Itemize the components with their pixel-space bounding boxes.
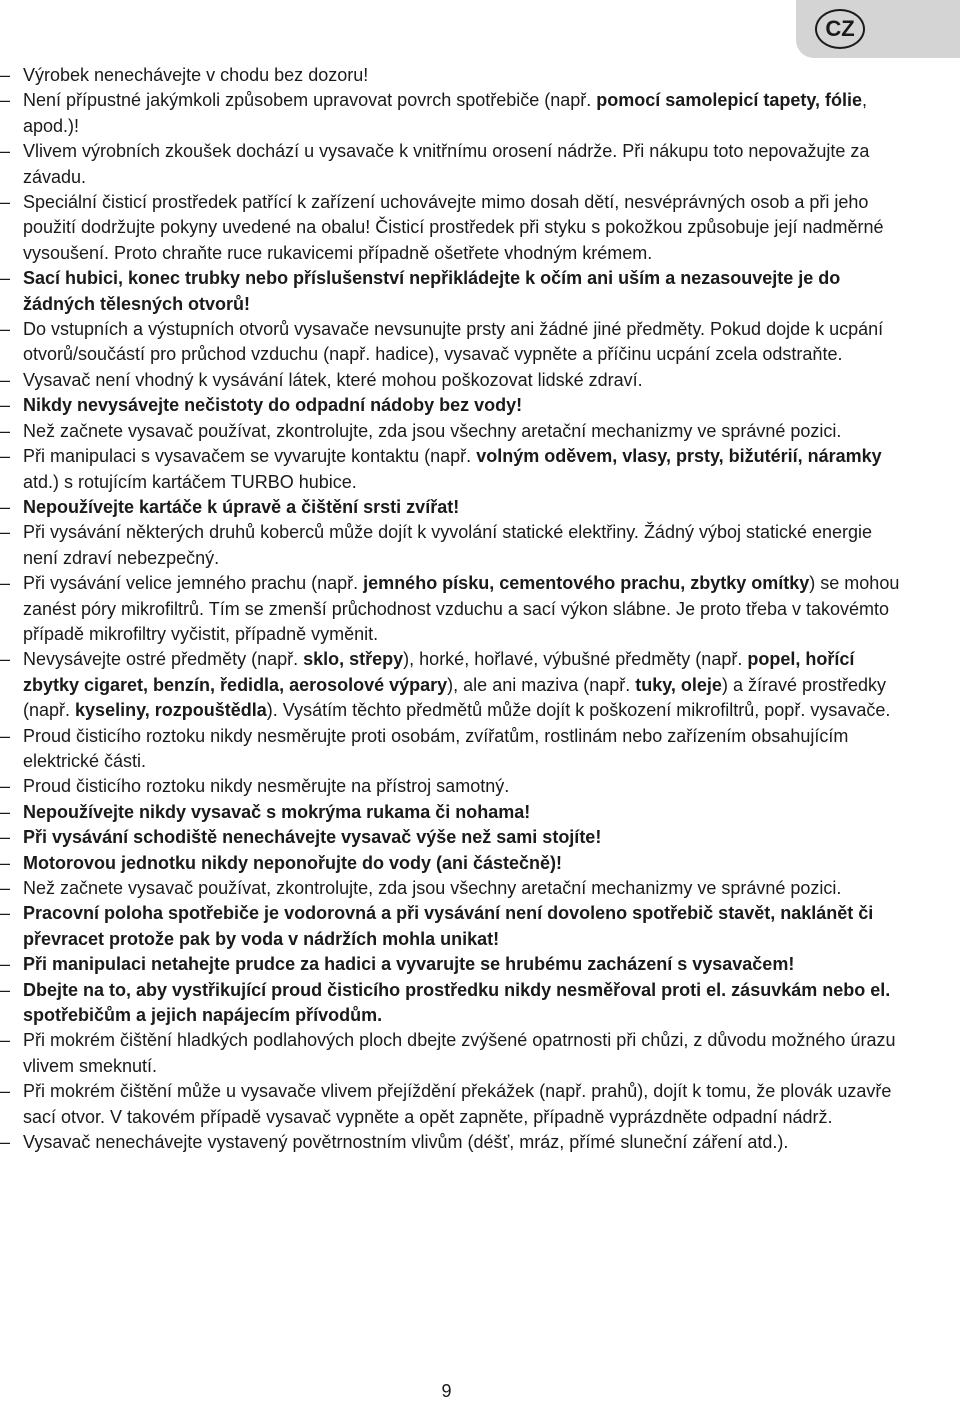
list-item bbox=[0, 317, 905, 368]
text: ). Vysátím těchto předmětů může dojít k poškození mikrofiltrů, popř. vysavače. bbox=[266, 700, 891, 721]
dash-bullet: – bbox=[0, 268, 11, 289]
text: Do vstupních a výstupních otvorů vysavače nevsunujte prsty ani žádné jiné předměty. Pokud dojde k ucpání otvorů/součástí pro průchod vzduchu (např. hadice), vysavač vypněte a příčinu ucpání zcela odstraňte. bbox=[23, 319, 884, 365]
text: Proud čisticího roztoku nikdy nesměrujte proti osobám, zvířatům, rostlinám nebo zařízením obsahujícím elektrické části. bbox=[23, 725, 849, 771]
list-item bbox=[0, 419, 905, 444]
bold-text: Nepoužívejte nikdy vysavač s mokrýma rukama či nohama! bbox=[23, 801, 531, 822]
list-item bbox=[0, 978, 905, 1029]
dash-bullet: – bbox=[0, 801, 11, 822]
bold-text: popel, hořící zbytky cigaret, benzín, ředidla, aerosolové výpary bbox=[23, 649, 855, 695]
list-item bbox=[0, 520, 905, 571]
list-item bbox=[0, 724, 905, 775]
text: Při vysávání velice jemného prachu (např. bbox=[23, 573, 364, 594]
text: ), horké, hořlavé, výbušné předměty (např. bbox=[403, 649, 748, 670]
list-item bbox=[0, 495, 905, 520]
dash-bullet: – bbox=[0, 446, 11, 467]
list-item bbox=[0, 444, 905, 495]
text: ) a žíravé prostředky (např. bbox=[23, 674, 887, 721]
text: atd.) s rotujícím kartáčem TURBO hubice. bbox=[23, 471, 357, 492]
list-item bbox=[0, 825, 905, 850]
dash-bullet: – bbox=[0, 776, 11, 797]
bold-text: Nepoužívejte kartáče k úpravě a čištění srsti zvířat! bbox=[23, 496, 460, 517]
list-item bbox=[0, 266, 905, 317]
dash-bullet: – bbox=[0, 827, 11, 848]
dash-bullet: – bbox=[0, 192, 11, 213]
bold-text: sklo, střepy bbox=[303, 649, 404, 670]
dash-bullet: – bbox=[0, 90, 11, 111]
list-item bbox=[0, 1028, 905, 1079]
list-item bbox=[0, 774, 905, 799]
dash-bullet: – bbox=[0, 954, 11, 975]
text: Vysavač nenechávejte vystavený povětrnostním vlivům (déšť, mráz, přímé sluneční záření atd.). bbox=[23, 1132, 789, 1153]
list-item bbox=[0, 393, 905, 418]
dash-bullet: – bbox=[0, 878, 11, 898]
dash-bullet: – bbox=[0, 1030, 11, 1051]
text: Při mokrém čištění hladkých podlahových ploch dbejte zvýšené opatrnosti při chůzi, z důvodu možného úrazu vlivem smeknutí. bbox=[23, 1030, 896, 1076]
bold-text: Pracovní poloha spotřebiče je vodorovná a při vysávání není dovoleno spotřebič stavět, naklánět či převracet protože pak by voda v nádržích mohla unikat! bbox=[23, 903, 874, 949]
text: Proud čisticího roztoku nikdy nesměrujte na přístroj samotný. bbox=[23, 776, 510, 797]
dash-bullet: – bbox=[0, 420, 11, 441]
list-item bbox=[0, 876, 905, 901]
list-item bbox=[0, 139, 905, 190]
language-badge: CZ bbox=[815, 9, 865, 49]
text: ) se mohou zanést póry mikrofiltrů. Tím se zmenší průchodnost vzduchu a sací výkon slábne. Je proto třeba v takovémto případě mikrofiltry vyčistit, případně vyměnit. bbox=[23, 573, 900, 644]
safety-instructions-list bbox=[0, 63, 905, 1155]
page-number: 9 bbox=[441, 1381, 452, 1401]
text: Než začnete vysavač používat, zkontrolujte, zda jsou všechny aretační mechanizmy ve správné pozici. bbox=[23, 420, 842, 441]
dash-bullet: – bbox=[0, 979, 11, 1000]
text: Výrobek nenechávejte v chodu bez dozoru! bbox=[23, 65, 369, 85]
dash-bullet: – bbox=[0, 1132, 11, 1153]
text: Nevysávejte ostré předměty (např. bbox=[23, 649, 304, 670]
text: Než začnete vysavač používat, zkontrolujte, zda jsou všechny aretační mechanizmy ve správné pozici. bbox=[23, 878, 842, 898]
list-item bbox=[0, 1079, 905, 1130]
bold-text: Dbejte na to, aby vystřikující proud čisticího prostředku nikdy nesměřoval proti el. zásuvkám nebo el. spotřebičům a jejich napájecím přívodům. bbox=[23, 979, 891, 1026]
dash-bullet: – bbox=[0, 522, 11, 543]
dash-bullet: – bbox=[0, 573, 11, 594]
dash-bullet: – bbox=[0, 496, 11, 517]
bold-text: tuky, oleje bbox=[635, 674, 722, 695]
bold-text: Při vysávání schodiště nenechávejte vysavač výše než sami stojíte! bbox=[23, 827, 602, 848]
list-item bbox=[0, 88, 905, 139]
dash-bullet: – bbox=[0, 903, 11, 924]
text: Při manipulaci s vysavačem se vyvarujte kontaktu (např. bbox=[23, 446, 477, 467]
dash-bullet: – bbox=[0, 725, 11, 746]
list-item bbox=[0, 800, 905, 825]
text: Vlivem výrobních zkoušek dochází u vysavače k vnitřnímu orosení nádrže. Při nákupu toto nepovažujte za závadu. bbox=[23, 141, 870, 187]
bold-text: Sací hubici, konec trubky nebo příslušenství nepřikládejte k očím ani uším a nezasouvejte je do žádných tělesných otvorů! bbox=[23, 268, 841, 314]
bold-text: jemného písku, cementového prachu, zbytky omítky bbox=[363, 573, 810, 594]
list-item bbox=[0, 851, 905, 876]
text: ), ale ani maziva (např. bbox=[447, 674, 636, 695]
text: Není přípustné jakýmkoli způsobem upravovat povrch spotřebiče (např. bbox=[23, 90, 597, 111]
list-item bbox=[0, 952, 905, 977]
dash-bullet: – bbox=[0, 852, 11, 873]
list-item bbox=[0, 368, 905, 393]
text: Při vysávání některých druhů koberců může dojít k vyvolání statické elektřiny. Žádný výboj statické energie není zdraví nebezpečný. bbox=[23, 522, 873, 568]
list-item bbox=[0, 1130, 905, 1155]
list-item bbox=[0, 571, 905, 647]
dash-bullet: – bbox=[0, 65, 11, 85]
dash-bullet: – bbox=[0, 369, 11, 390]
list-item bbox=[0, 63, 905, 88]
bold-text: Motorovou jednotku nikdy neponořujte do vody (ani částečně)! bbox=[23, 852, 563, 873]
dash-bullet: – bbox=[0, 319, 11, 340]
list-item bbox=[0, 647, 905, 723]
bold-text: Nikdy nevysávejte nečistoty do odpadní nádoby bez vody! bbox=[23, 395, 523, 416]
bold-text: pomocí samolepicí tapety, fólie bbox=[596, 90, 863, 111]
list-item bbox=[0, 190, 905, 266]
list-item bbox=[0, 901, 905, 952]
text: , apod.)! bbox=[23, 90, 868, 136]
dash-bullet: – bbox=[0, 649, 11, 670]
text: Při mokrém čištění může u vysavače vlivem přejíždění překážek (např. prahů), dojít k tomu, že plovák uzavře sací otvor. V takovém případě vysavač vypněte a opět zapněte, případně vyprázdněte odpadní nádrž. bbox=[23, 1081, 892, 1127]
bold-text: kyseliny, rozpouštědla bbox=[75, 700, 267, 721]
bold-text: volným oděvem, vlasy, prsty, bižutérií, náramky bbox=[476, 446, 882, 467]
text: Speciální čisticí prostředek patřící k zařízení uchovávejte mimo dosah dětí, nesvéprávných osob a při jeho použití dodržujte pokyny uvedené na obalu! Čisticí prostředek při styku s pokožkou způsobuje její nadměrné vysoušení. Proto chraňte ruce rukavicemi případně ošetřete vhodným krémem. bbox=[23, 192, 884, 263]
dash-bullet: – bbox=[0, 395, 11, 416]
dash-bullet: – bbox=[0, 1081, 11, 1102]
bold-text: Při manipulaci netahejte prudce za hadici a vyvarujte se hrubému zacházení s vysavačem! bbox=[23, 954, 795, 975]
text: Vysavač není vhodný k vysávání látek, které mohou poškozovat lidské zdraví. bbox=[23, 369, 643, 390]
dash-bullet: – bbox=[0, 141, 11, 162]
